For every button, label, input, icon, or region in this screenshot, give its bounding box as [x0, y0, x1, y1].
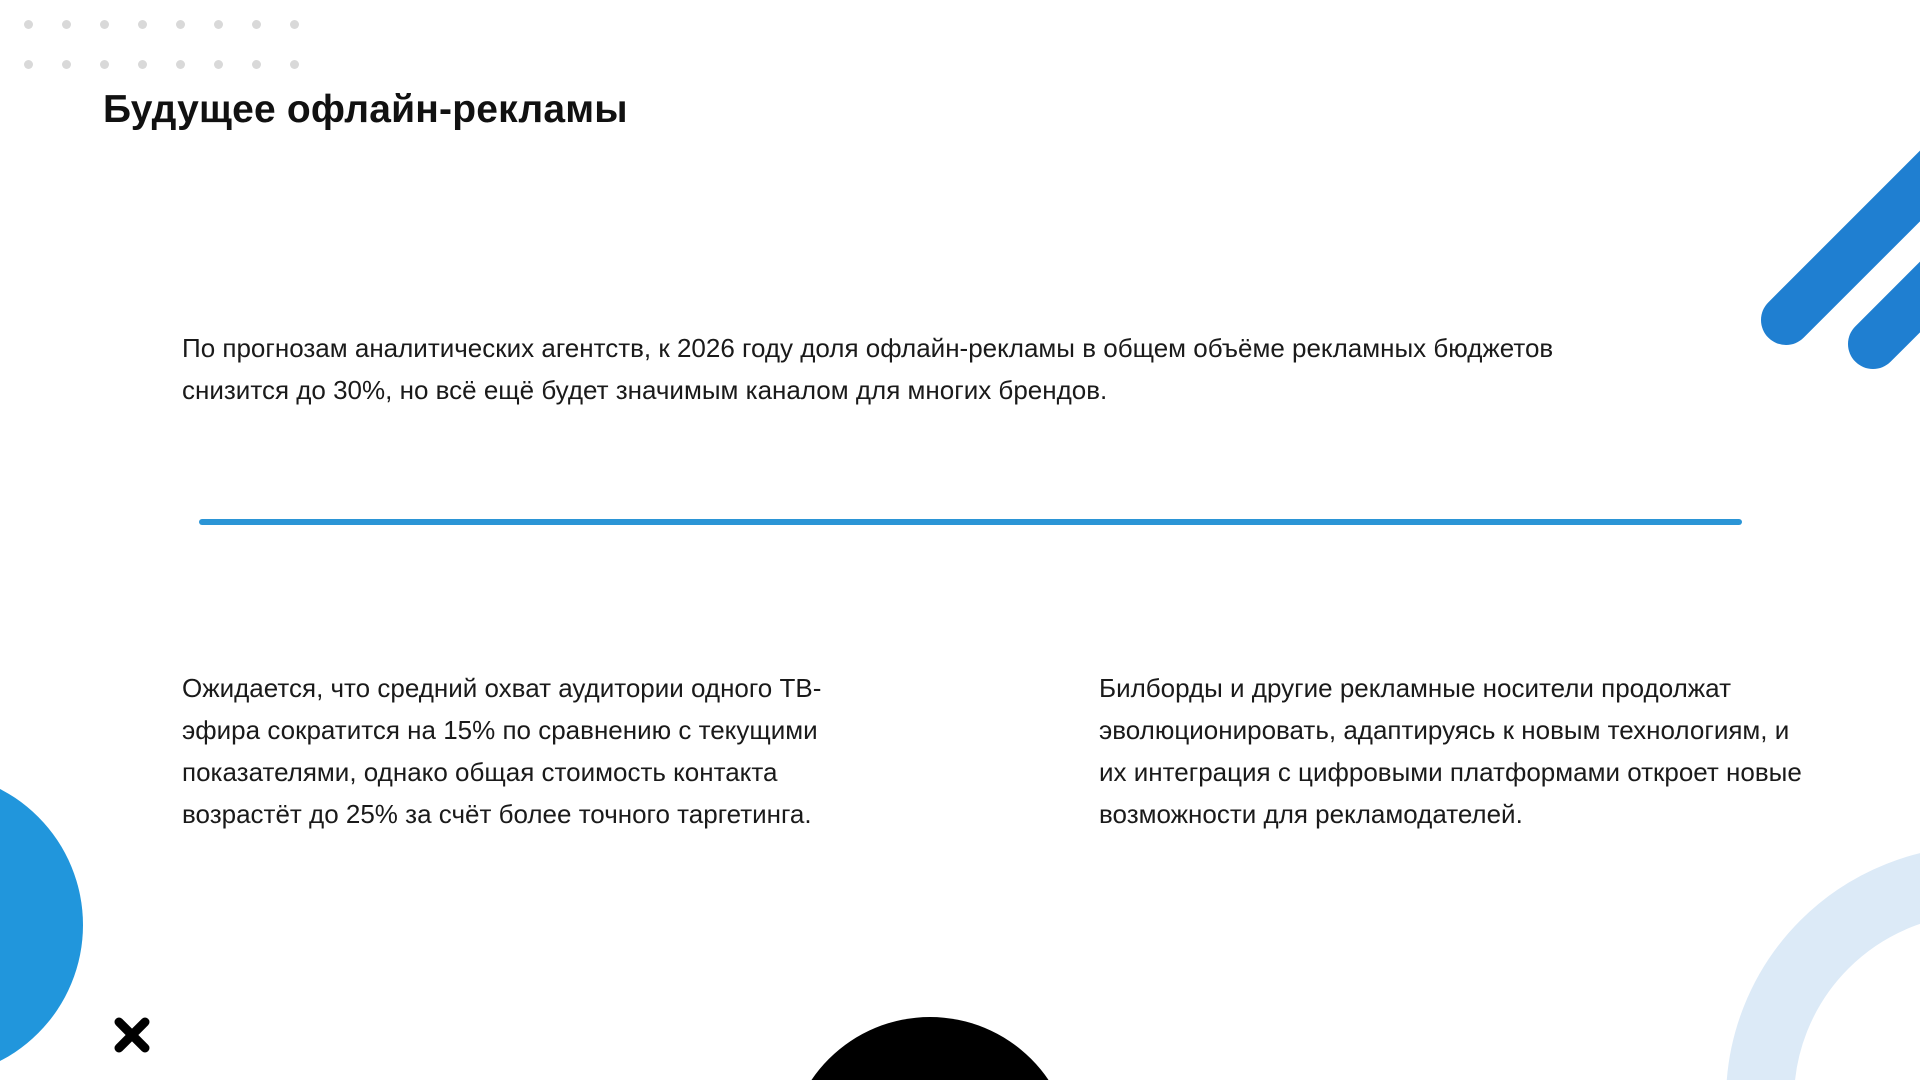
dot: [176, 20, 185, 29]
bottom-black-circle: [787, 1017, 1073, 1080]
dot: [24, 20, 33, 29]
forecast-paragraph: По прогнозам аналитических агентств, к 2026 году доля офлайн-рекламы в общем объёме рекламных бюджетов снизится до 30%, но всё ещё будет значимым каналом для многих брендов.: [182, 333, 1554, 405]
bottom-right-ring: [1760, 880, 1920, 1080]
section-divider: [199, 519, 1742, 525]
dot: [252, 60, 261, 69]
dot: [62, 60, 71, 69]
dot: [252, 20, 261, 29]
dot: [214, 60, 223, 69]
dot: [290, 60, 299, 69]
dot: [214, 20, 223, 29]
dots-pattern: [24, 20, 304, 80]
close-icon[interactable]: [113, 1016, 151, 1054]
left-blue-circle: [0, 772, 83, 1078]
dot: [138, 60, 147, 69]
diagonal-stripe-2: [1873, 257, 1920, 344]
dot: [24, 60, 33, 69]
dot: [138, 20, 147, 29]
dot: [290, 20, 299, 29]
dot: [100, 20, 109, 29]
dot: [62, 20, 71, 29]
billboards-paragraph: Билборды и другие рекламные носители продолжат эволюционировать, адаптируясь к новым технологиям, и их интеграция с цифровыми платформами откроет новые возможности для рекламодателей.: [1099, 673, 1802, 829]
slide-title: Будущее офлайн-рекламы: [103, 88, 628, 131]
tv-reach-paragraph: Ожидается, что средний охват аудитории одного ТВ-эфира сократится на 15% по сравнению с текущими показателями, однако общая стоимость контакта возрастёт до 25% за счёт более точного таргетинга.: [182, 673, 822, 829]
dot: [176, 60, 185, 69]
diagonal-stripe-1: [1786, 146, 1920, 320]
dot: [100, 60, 109, 69]
